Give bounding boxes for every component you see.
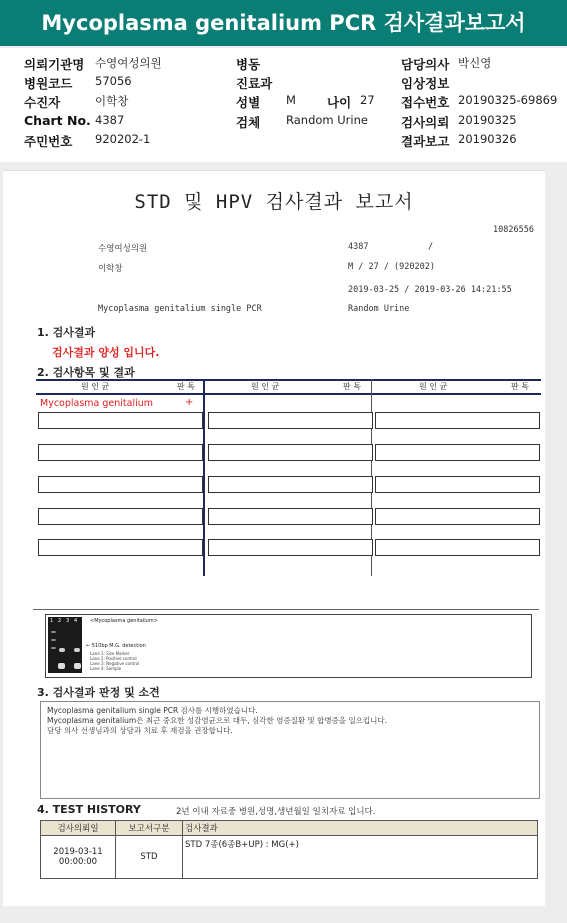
- history-result: STD 7종(6종B+UP) : MG(+): [183, 836, 538, 879]
- history-header-type: 보고서구분: [116, 821, 183, 836]
- report-clinic: 수영여성의원: [98, 244, 148, 254]
- result-cell: [38, 476, 203, 493]
- label-department: 진료과: [236, 76, 273, 91]
- col-judge-1: 판 독: [177, 382, 195, 391]
- result-cell: [375, 476, 540, 493]
- report-test-name: Mycoplasma genitalium single PCR: [98, 304, 262, 314]
- table-header-rule: [36, 393, 541, 395]
- gel-legend-item: Lane 3: Negative control: [90, 661, 140, 666]
- result-cell: [375, 412, 540, 429]
- value-doctor: 박신영: [458, 56, 492, 70]
- history-time: 00:00:00: [58, 857, 98, 867]
- col-pathogen-2: 원 인 균: [251, 382, 280, 391]
- gel-lane-label: 1: [50, 618, 54, 624]
- result-cell: [208, 476, 373, 493]
- gel-image: [48, 617, 82, 673]
- item-mycoplasma-result: +: [185, 397, 194, 408]
- value-patient: 이학창: [95, 94, 129, 108]
- value-report-date: 20190326: [458, 132, 517, 146]
- gel-band: [51, 631, 56, 633]
- gel-electrophoresis-panel: [45, 614, 532, 678]
- gel-band: [51, 647, 56, 649]
- history-table: [40, 820, 538, 878]
- gel-lane-label: 3: [66, 618, 70, 624]
- value-chart-no: 4387: [95, 113, 125, 127]
- patient-info-panel: [0, 48, 567, 162]
- section-3-heading: 3. 검사결과 판정 및 소견: [37, 686, 160, 699]
- history-header-date: 검사의뢰일: [41, 821, 116, 836]
- item-mycoplasma-genitalium: Mycoplasma genitalium: [40, 398, 154, 409]
- label-patient: 수진자: [24, 95, 61, 110]
- section-1-heading: 1. 검사결과: [37, 326, 96, 339]
- report-dates: 2019-03-25 / 2019-03-26 14:21:55: [348, 285, 512, 295]
- history-note: 2년 이내 자료중 병원,성명,생년월일 일치자료 입니다.: [176, 807, 376, 817]
- label-doctor: 담당의사: [401, 57, 450, 72]
- divider-rule: [33, 609, 539, 610]
- result-cell: [375, 444, 540, 461]
- label-resident-no: 주민번호: [24, 134, 73, 149]
- table-top-rule: [36, 379, 541, 381]
- value-receipt-no: 20190325-69869: [458, 93, 558, 107]
- gel-lane-label: 4: [74, 618, 78, 624]
- value-age: 27: [360, 93, 375, 107]
- result-cell: [38, 444, 203, 461]
- report-sex-age: M / 27 / (920202): [348, 262, 435, 272]
- gel-legend-item: Lane 4: Sample: [90, 666, 122, 671]
- gel-marker-label: ← 510bp M.G. detection: [86, 643, 146, 649]
- label-receipt-no: 접수번호: [401, 95, 450, 110]
- value-sex: M: [286, 93, 296, 107]
- result-cell: [208, 444, 373, 461]
- gel-lane-label: 2: [58, 618, 62, 624]
- gel-band: [58, 663, 65, 669]
- col-judge-3: 판 독: [511, 382, 529, 391]
- history-type: STD: [116, 836, 183, 879]
- value-request-date: 20190325: [458, 113, 517, 127]
- result-cell: [38, 412, 203, 429]
- label-request-date: 검사의뢰: [401, 115, 450, 130]
- label-ward: 병동: [236, 57, 261, 72]
- opinion-box: [40, 701, 540, 799]
- col-judge-2: 판 독: [343, 382, 361, 391]
- report-patient: 이학창: [98, 264, 123, 274]
- label-hospital-code: 병원코드: [24, 76, 73, 91]
- label-age: 나이: [327, 95, 352, 110]
- report-chart-slash: /: [428, 242, 434, 252]
- label-requesting-institution: 의뢰기관명: [24, 57, 85, 72]
- report-title: STD 및 HPV 검사결과 보고서: [134, 191, 414, 213]
- history-header-result: 검사결과: [183, 821, 538, 836]
- label-sex: 성별: [236, 95, 261, 110]
- gel-title: <Mycoplasma genitalium>: [90, 618, 158, 624]
- col-pathogen-1: 원 인 균: [81, 382, 110, 391]
- table-divider-1: [203, 379, 205, 576]
- result-cell: [208, 508, 373, 525]
- gel-legend-item: Lane 2: Positive control: [90, 656, 137, 661]
- section-2-heading: 2. 검사항목 및 결과: [37, 366, 135, 379]
- report-banner-title: Mycoplasma genitalium PCR 검사결과보고서: [0, 0, 567, 46]
- result-cell: [375, 508, 540, 525]
- history-date-cell: [41, 836, 116, 879]
- gel-legend-item: Lane 1: Size Marker: [90, 651, 130, 656]
- history-date: 2019-03-11: [53, 847, 103, 857]
- label-specimen: 검체: [236, 115, 261, 130]
- result-cell: [375, 539, 540, 556]
- gel-band: [74, 663, 81, 669]
- history-row: [41, 836, 538, 879]
- label-report-date: 결과보고: [401, 134, 450, 149]
- gel-band: [74, 648, 80, 652]
- result-cell: [38, 508, 203, 525]
- value-resident-no: 920202-1: [95, 132, 151, 146]
- report-chart-no: 4387: [348, 242, 369, 252]
- document-number: 10826556: [493, 225, 534, 235]
- section-4-heading: 4. TEST HISTORY: [37, 803, 141, 816]
- value-hospital-code: 57056: [95, 74, 132, 88]
- label-clinical-info: 임상정보: [401, 76, 450, 91]
- opinion-line: Mycoplasma genitalium은 최근 중요한 성감염균으로 대두, 심각한 염증질환 및 합병증을 일으킵니다.: [47, 716, 388, 725]
- gel-band: [59, 648, 65, 652]
- col-pathogen-3: 원 인 균: [419, 382, 448, 391]
- result-cell: [208, 412, 373, 429]
- report-specimen: Random Urine: [348, 304, 410, 314]
- result-positive-text: 검사결과 양성 입니다.: [52, 346, 160, 359]
- opinion-line: 담당 의사 선생님과의 상담과 치료 후 재검을 권장합니다.: [47, 726, 233, 735]
- result-cell: [208, 539, 373, 556]
- value-specimen: Random Urine: [286, 113, 368, 127]
- opinion-line: Mycoplasma genitalium single PCR 검사를 시행하였습니다.: [47, 706, 258, 715]
- result-cell: [38, 539, 203, 556]
- report-document: [3, 170, 545, 906]
- value-requesting-institution: 수영여성의원: [95, 56, 162, 70]
- gel-band: [51, 639, 56, 641]
- label-chart-no: Chart No.: [24, 113, 91, 128]
